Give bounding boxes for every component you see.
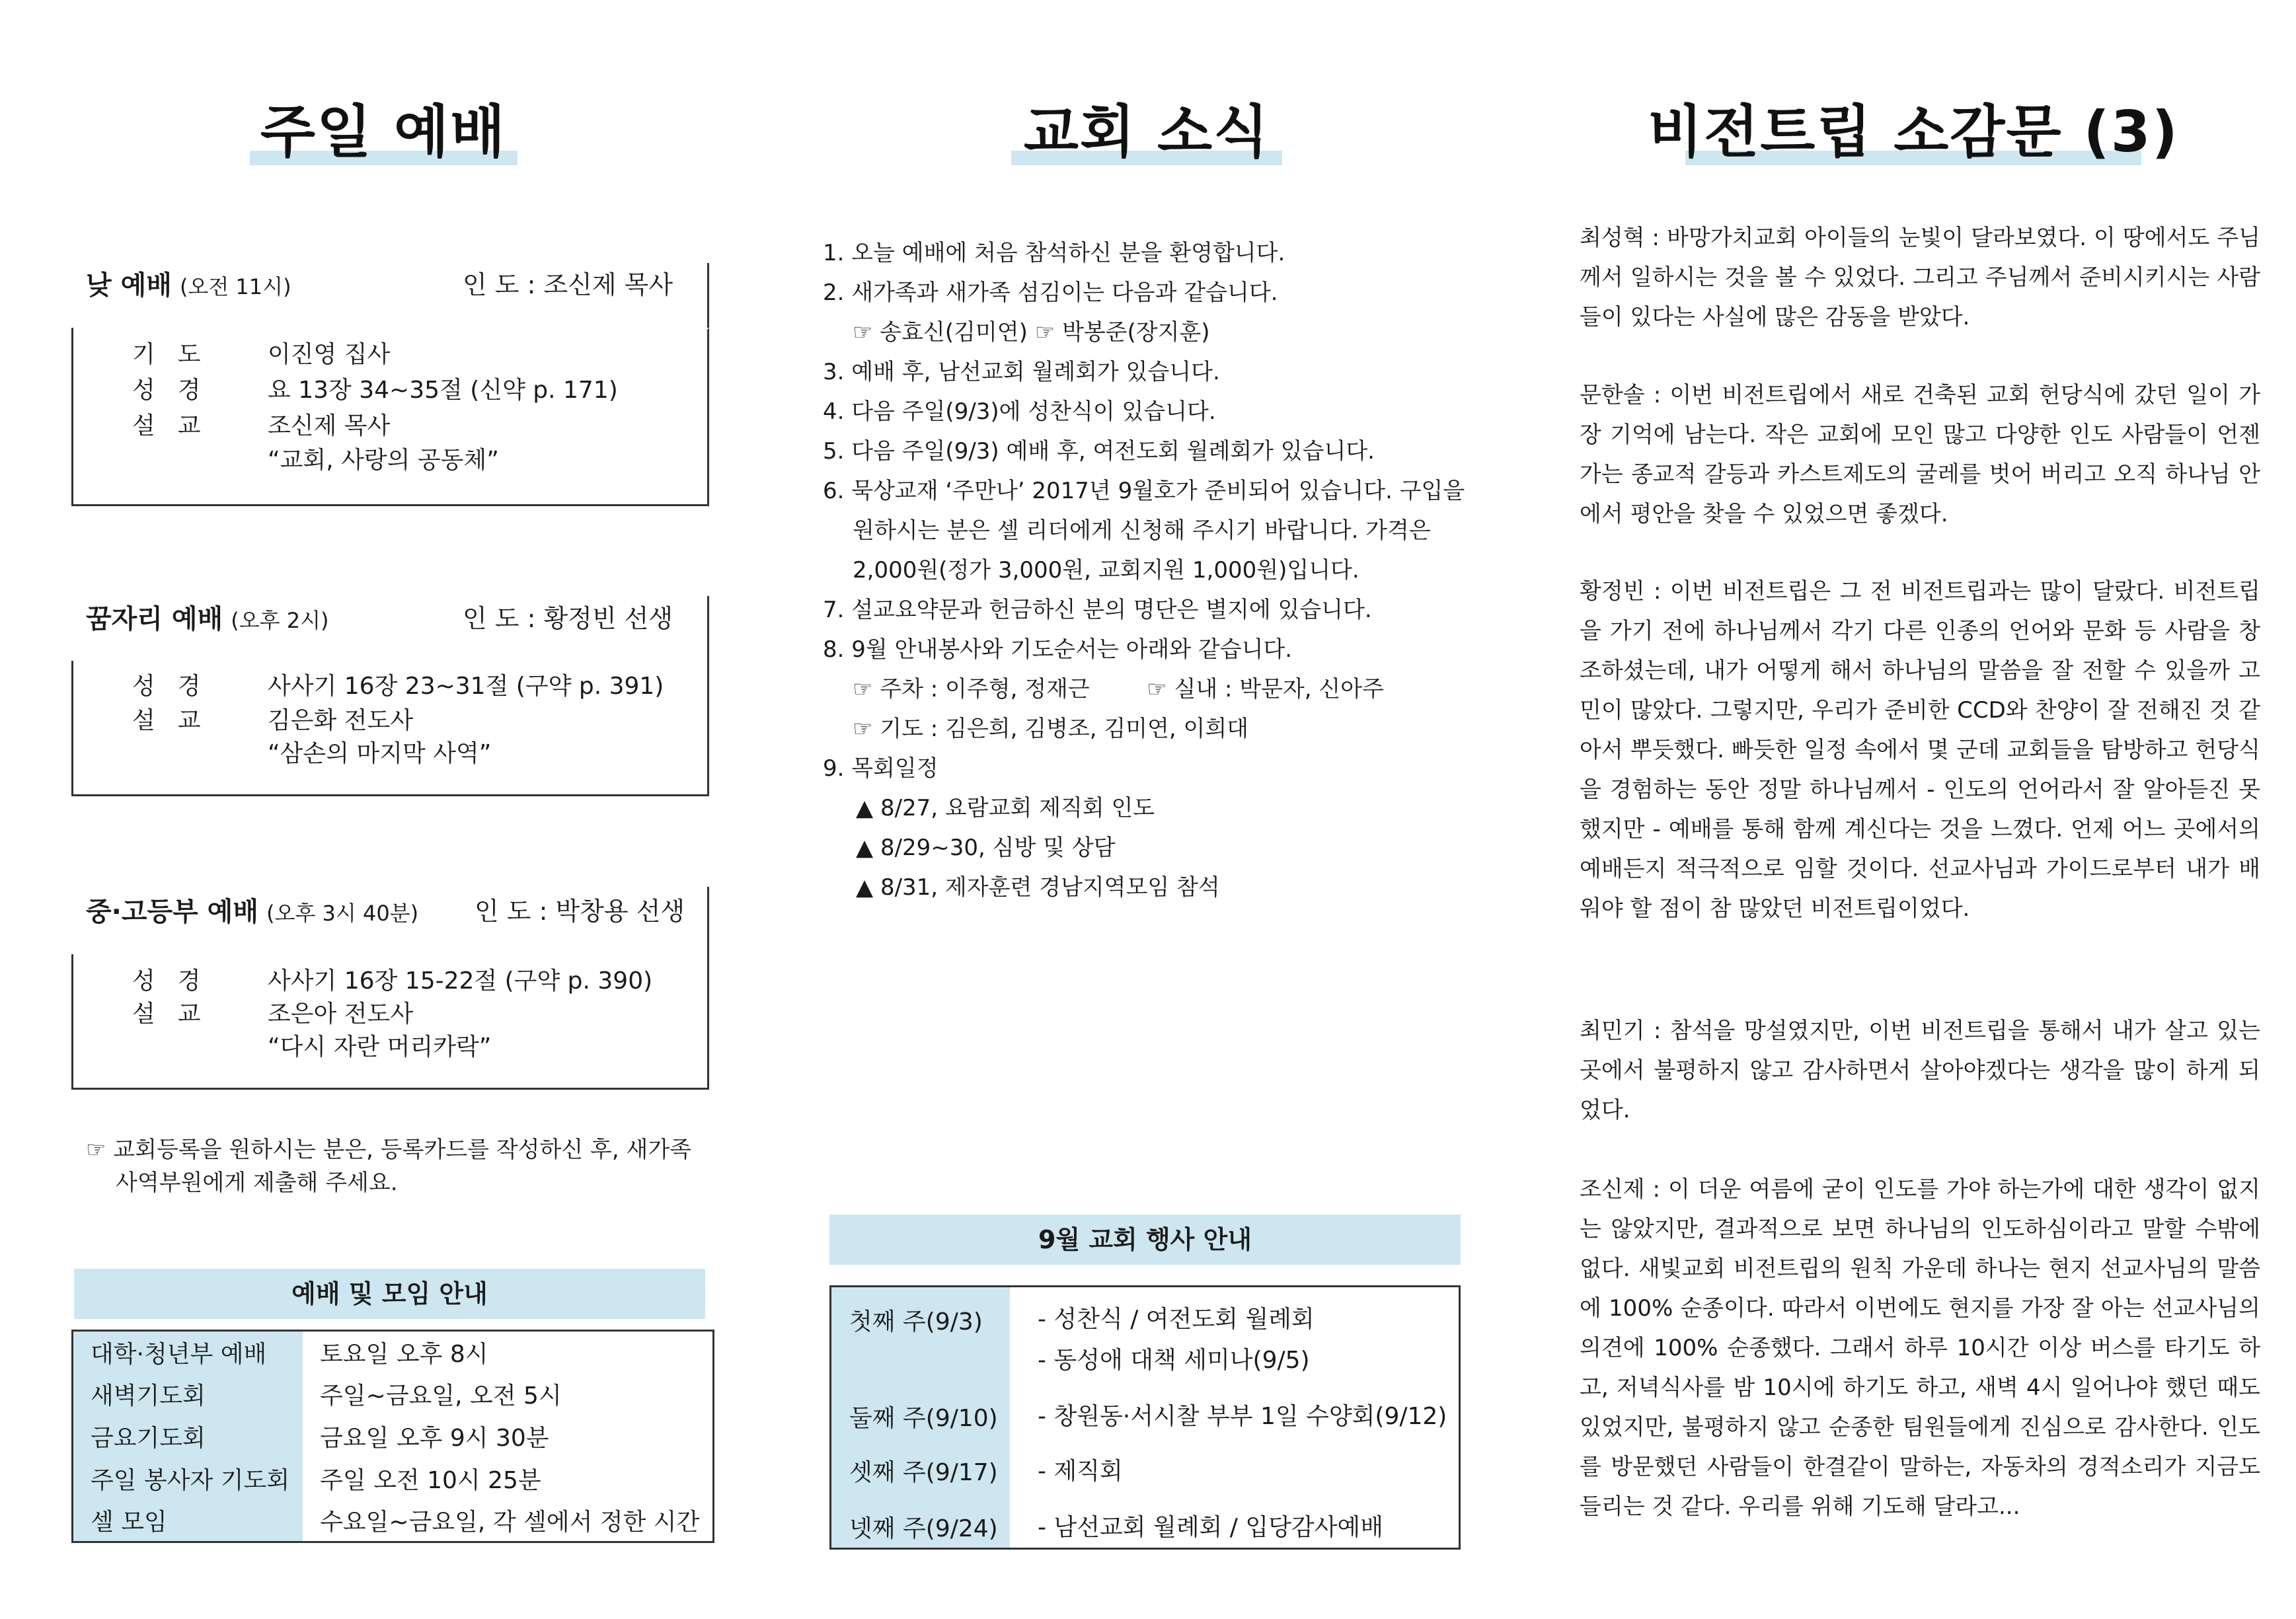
worship-title: 주일 예배 (260, 99, 507, 165)
registration-note-line: 사역부원에게 제출해 주세요. (116, 1170, 398, 1196)
meeting-time: 주일~금요일, 오전 5시 (320, 1382, 562, 1410)
event-item: - 창원동·서시찰 부부 1일 수양회(9/12) (1038, 1403, 1447, 1430)
news-line: 4. 다음 주일(9/3)에 성찬식이 있습니다. (823, 398, 1216, 425)
news-line: 5. 다음 주일(9/3) 예배 후, 여전도회 월례회가 있습니다. (823, 438, 1375, 465)
service-row-value: 요 13장 34~35절 (신약 p. 171) (268, 377, 618, 404)
news-line: ▲ 8/29~30, 심방 및 상담 (856, 835, 1116, 861)
service-row-value: 사사기 16장 23~31절 (구약 p. 391) (268, 673, 664, 700)
event-week: 넷째 주(9/24) (849, 1515, 998, 1542)
meeting-name: 금요기도회 (73, 1415, 303, 1458)
service-name (86, 891, 418, 928)
meetings-title: 예배 및 모임 안내 (74, 1269, 705, 1319)
news-line: 1. 오늘 예배에 처음 참석하신 분을 환영합니다. (823, 240, 1285, 266)
news-line: 6. 묵상교재 ‘주만나’ 2017년 9월호가 준비되어 있습니다. 구입을 (823, 478, 1465, 504)
testimony-paragraph: 조신제 : 이 더운 여름에 굳이 인도를 가야 하는가에 대한 생각이 없지는 않았지만, 결과적으로 보면 하나님의 인도하심이라고 말할 수밖에 없다. 새빛교회 비전트립의 원칙 가운데 하나는 현지 선교사님의 말씀에 100% 순종이다. 따라서 이번에도 현지를 가장 잘 아는 선교사님의 의견에 100% 순종했다. 그래서 하루 10시간 이상 버스를 타기도 하고, 저녁식사를 밤 10시에 하기도 하고, 새벽 4시 일어나야 했던 때도 있었지만, 불평하지 않고 순종한 팀원들에게 진심으로 감사한다. 인도를 방문했던 사람들이 한결같이 말하는, 자동차의 경적소리가 지금도 들리는 것 같다. 우리를 위해 기도해 달라고... (1580, 1176, 2260, 1520)
news-line: 2. 새가족과 새가족 섬김이는 다음과 같습니다. (823, 280, 1278, 306)
meeting-name: 셀 모임 (73, 1500, 303, 1542)
table-row (73, 1331, 714, 1373)
table-row (73, 1373, 714, 1415)
event-item: - 남선교회 월례회 / 입당감사예배 (1038, 1514, 1383, 1541)
registration-note-line: ☞ 교회등록을 원하시는 분은, 등록카드를 작성하신 후, 새가족 (86, 1137, 692, 1163)
box-left-tick (71, 661, 73, 796)
service-row: 설교 (132, 412, 223, 439)
testimony-paragraph: 최민기 : 참석을 망설였지만, 이번 비전트립을 통해서 내가 살고 있는 곳에서 불평하지 않고 감사하면서 살아야겠다는 생각을 많이 하게 되었다. (1580, 1018, 2260, 1123)
service-name (86, 264, 291, 302)
service-row: 성경 (132, 967, 223, 995)
news-line: 8. 9월 안내봉사와 기도순서는 아래와 같습니다. (823, 636, 1293, 663)
service-row: 기도 (132, 341, 223, 368)
table-row (73, 1500, 714, 1542)
news-line: ☞ 기도 : 김은희, 김병조, 김미연, 이희대 (853, 716, 1249, 742)
news-line: ☞ 주차 : 이주형, 정재근 ☞ 실내 : 박문자, 신아주 (853, 676, 1384, 702)
event-item: - 제직회 (1038, 1458, 1123, 1485)
meeting-name: 대학·청년부 예배 (73, 1331, 303, 1373)
vision-trip-title: 비전트립 소감문 (3) (1648, 99, 2179, 165)
service-row-value: 사사기 16장 15-22절 (구약 p. 390) (268, 967, 653, 995)
sermon-title: “삼손의 마지막 사역” (268, 740, 492, 767)
table-row (73, 1458, 714, 1500)
sermon-title: “교회, 사랑의 공동체” (268, 447, 499, 474)
service-time: (오후 3시 40분) (266, 901, 419, 926)
news-line: ▲ 8/31, 제자훈련 경남지역모임 참석 (856, 874, 1220, 901)
worship-column (0, 0, 760, 1619)
service-name-label: 중·고등부 예배 (86, 897, 258, 927)
box-right-tick (707, 596, 709, 661)
event-item: - 성찬식 / 여전도회 월례회 (1038, 1306, 1315, 1333)
meeting-time: 금요일 오후 9시 30분 (320, 1425, 549, 1452)
service-leader: 인 도 : 조신제 목사 (463, 270, 673, 299)
service-leader: 인 도 : 박창용 선생 (475, 897, 685, 926)
service-name (86, 598, 328, 636)
service-row: 성경 (132, 377, 223, 404)
meeting-time: 주일 오전 10시 25분 (320, 1467, 541, 1494)
event-week: 둘째 주(9/10) (849, 1405, 998, 1432)
box-left-tick (71, 954, 73, 1090)
box-right-tick (707, 263, 709, 328)
service-row: 성경 (132, 673, 223, 700)
testimony-paragraph: 황정빈 : 이번 비전트립은 그 전 비전트립과는 많이 달랐다. 비전트립을 가기 전에 하나님께서 각기 다른 인종의 언어와 문화 등 사람을 창조하셨는데, 내가 어떻게 해서 하나님의 말씀을 잘 전할 수 있을까 고민이 많았다. 그렇지만, 우리가 준비한 CCD와 찬양이 잘 전해진 것 같아서 뿌듯했다. 빠듯한 일정 속에서 몇 군데 교회들을 탐방하고 헌당식을 경험하는 동안 정말 하나님께서 - 인도의 언어라서 잘 알아듣진 못했지만 - 예배를 통해 함께 계신다는 것을 느꼈다. 언제 어느 곳에서의 예배든지 적극적으로 임할 것이다. 선교사님과 가이드로부터 내가 배워야 할 점이 참 많았던 비전트립이었다. (1580, 578, 2260, 922)
vision-trip-column (1540, 0, 2296, 1619)
service-time: (오전 11시) (179, 274, 291, 299)
news-line: 2,000원(정가 3,000원, 교회지원 1,000원)입니다. (853, 557, 1359, 584)
meeting-name: 주일 봉사자 기도회 (73, 1458, 303, 1500)
service-row-value: 이진영 집사 (268, 341, 391, 368)
box-right-tick (707, 887, 709, 954)
sermon-title: “다시 자란 머리카락” (268, 1034, 492, 1061)
service-name-label: 낮 예배 (86, 270, 172, 301)
news-line: ▲ 8/27, 요람교회 제직회 인도 (856, 795, 1155, 821)
news-line: 원하시는 분은 셀 리더에게 신청해 주시기 바랍니다. 가격은 (853, 517, 1431, 544)
service-leader: 인 도 : 황정빈 선생 (463, 604, 673, 633)
event-item: - 동성애 대책 세미나(9/5) (1038, 1347, 1310, 1374)
meetings-table (71, 1330, 714, 1543)
news-line: 9. 목회일정 (823, 755, 938, 782)
service-name-label: 꿈자리 예배 (86, 604, 223, 634)
testimony-paragraph: 문한솔 : 이번 비전트립에서 새로 건축된 교회 헌당식에 갔던 일이 가장 기억에 남는다. 작은 교회에 모인 많고 다양한 인도 사람들이 언젠가는 종교적 갈등과 카스트제도의 굴레를 벗어 버리고 오직 하나님 안에서 평안을 찾을 수 있었으면 좋겠다. (1580, 382, 2260, 527)
testimony-paragraph: 최성혁 : 바망가치교회 아이들의 눈빛이 달라보였다. 이 땅에서도 주님께서 일하시는 것을 볼 수 있었다. 그리고 주님께서 준비시키시는 사람들이 있다는 사실에 많은 감동을 받았다. (1580, 225, 2260, 330)
service-row-value: 조은아 전도사 (268, 1000, 414, 1028)
event-week: 셋째 주(9/17) (849, 1459, 998, 1486)
events-title: 9월 교회 행사 안내 (829, 1215, 1461, 1265)
news-title: 교회 소식 (1023, 99, 1270, 165)
meeting-time: 토요일 오후 8시 (320, 1340, 488, 1368)
meeting-name: 새벽기도회 (73, 1373, 303, 1415)
table-row (73, 1415, 714, 1458)
box-left-tick (71, 328, 73, 506)
service-row: 설교 (132, 1000, 223, 1028)
news-column (760, 0, 1540, 1619)
event-week: 첫째 주(9/3) (849, 1308, 983, 1336)
service-row: 설교 (132, 707, 223, 734)
meeting-time: 수요일~금요일, 각 셀에서 정한 시간 (320, 1509, 700, 1536)
service-row-value: 김은화 전도사 (268, 707, 414, 734)
news-line: 7. 설교요약문과 헌금하신 분의 명단은 별지에 있습니다. (823, 597, 1372, 623)
service-row-value: 조신제 목사 (268, 412, 391, 439)
service-time: (오후 2시) (231, 608, 329, 633)
news-line: 3. 예배 후, 남선교회 월례회가 있습니다. (823, 359, 1220, 385)
news-line: ☞ 송효신(김미연) ☞ 박봉준(장지훈) (853, 319, 1210, 346)
